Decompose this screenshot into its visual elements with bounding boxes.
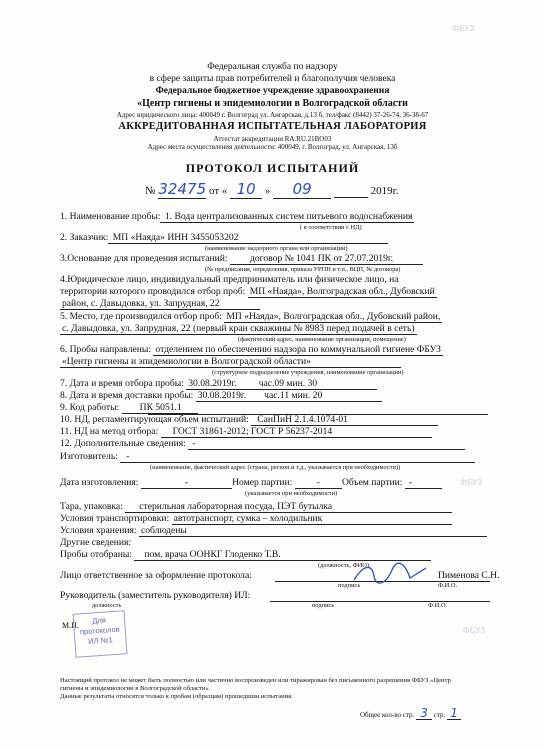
header-lab-title: АККРЕДИТОВАННАЯ ИСПЫТАТЕЛЬНАЯ ЛАБОРАТОРИЯ bbox=[118, 121, 427, 132]
field-time: час.11 мин. 20 bbox=[262, 390, 382, 402]
field-legal-entity-line2 bbox=[60, 286, 437, 297]
responsible-signature bbox=[350, 560, 430, 586]
field-customer bbox=[60, 232, 388, 243]
field-value: соблюдены bbox=[139, 525, 487, 537]
field-batch bbox=[60, 477, 442, 488]
note-head-signature: подпись bbox=[312, 602, 335, 609]
header-agency: Федеральная служба по надзору bbox=[207, 62, 338, 72]
field-value: автотранспорт, сумка – холодильник bbox=[172, 513, 453, 525]
watermark-stamp: ФБУЗ bbox=[460, 478, 483, 487]
protocol-year: 2019г. bbox=[370, 185, 399, 197]
field-sent-by bbox=[60, 344, 443, 355]
field-other bbox=[60, 537, 131, 548]
note-sample: ( в соответствии с НД) bbox=[300, 224, 362, 231]
field-manufacturer bbox=[60, 451, 475, 462]
note-head-fio: Ф.И.О. bbox=[428, 602, 448, 609]
field-label: 2. Заказчик: bbox=[60, 232, 109, 243]
field-sampling-place bbox=[60, 311, 442, 322]
note-resp-signature: подпись bbox=[338, 582, 361, 589]
field-additional bbox=[60, 438, 465, 449]
rule-head bbox=[270, 601, 490, 602]
field-sampling-place-line2 bbox=[60, 323, 417, 334]
field-value: отделением по обеспечению надзора по коммунальной гигиене ФБУЗ bbox=[155, 344, 441, 355]
note-taken-by: (должность, ФИО) bbox=[318, 562, 370, 569]
field-responsible bbox=[60, 570, 252, 581]
field-label: 10. НД, регламентирующая объем испытаний: bbox=[60, 414, 249, 425]
field-value: - bbox=[295, 477, 342, 489]
field-label: территории которого проводился отбор проб: bbox=[60, 286, 246, 297]
stamp-mp-label: М.П. bbox=[62, 621, 79, 630]
pages-label: Общее кол-во стр. bbox=[360, 711, 415, 719]
note-head-position: должность bbox=[92, 602, 122, 609]
footer-line1: Настоящий протокол не может быть полностью или частично воспроизведен или тиражирован без письменного разрешения ФБУЗ «Центр bbox=[60, 677, 451, 684]
field-label: Условия транспортировки: bbox=[60, 513, 170, 524]
field-label: Руководитель (заместитель руководителя) ИЛ: bbox=[60, 590, 251, 601]
header-institution: Федеральное бюджетное учреждение здравоохранения bbox=[155, 86, 390, 96]
field-label: Пробы отобраны: bbox=[60, 549, 132, 560]
field-label: Лицо ответственное за оформление протокола: bbox=[60, 570, 252, 581]
footer-line2: гигиены и эпидемиологии в Волгоградской области». bbox=[60, 685, 211, 692]
note-batch: (указывается при необходимости) bbox=[245, 490, 338, 497]
field-transport bbox=[60, 513, 452, 524]
field-label: 9. Код работы: bbox=[60, 402, 120, 413]
footer-line3: Данные результаты относятся только к пробам (образцам) прошедшим испытания. bbox=[60, 693, 293, 700]
protocol-number: 32475 bbox=[158, 180, 207, 198]
number-label: № bbox=[145, 185, 156, 197]
field-label: 5. Место, где производился отбор проб: bbox=[60, 311, 222, 322]
field-basis bbox=[60, 253, 423, 264]
field-legal-entity-line1: 4.Юридическое лицо, индивидуальный предприниматель или физическое лицо, на bbox=[60, 274, 399, 285]
field-taken-by bbox=[60, 549, 431, 560]
note-customer: (наименование надзорного органа или организации) bbox=[205, 245, 348, 252]
field-test-regulation bbox=[60, 414, 438, 425]
watermark-stamp: ФБУЗ bbox=[463, 626, 486, 635]
field-value: - bbox=[188, 438, 465, 450]
field-value: ПК 5051.1 bbox=[122, 402, 198, 414]
field-label: Изготовитель: bbox=[60, 451, 118, 462]
field-label: 1. Наименование пробы: bbox=[60, 211, 161, 222]
field-value: «Центр гигиены и эпидемиологии в Волгоградской области» bbox=[60, 356, 401, 368]
field-label: 11. НД на метод отбора: bbox=[60, 426, 159, 437]
stamp-line3: ИЛ №1 bbox=[87, 635, 114, 646]
field-value: с. Давыдовка, ул. Запрудная, 22 (первый кран скважины № 8983 перед подачей в сеть) bbox=[62, 323, 415, 334]
month-blank bbox=[334, 185, 368, 198]
page-title: ПРОТОКОЛ ИСПЫТАНИЙ bbox=[185, 161, 360, 175]
close-quote: » bbox=[264, 185, 271, 197]
page-label: стр. bbox=[433, 711, 446, 719]
field-sample-name bbox=[60, 211, 414, 222]
stamp-line2: протоколов bbox=[79, 624, 120, 637]
note-manufacturer: (наименование, фактический адрес (страна, регион и т.д., указывается при необходимости)) bbox=[150, 464, 401, 471]
page-current: 1 bbox=[447, 708, 461, 720]
field-value: пом. врача ООНКГ Глоденко Т.В. bbox=[134, 549, 430, 561]
field-label: 3.Основание для проведения испытаний: bbox=[60, 253, 228, 264]
field-sent-by-line2 bbox=[60, 356, 401, 367]
field-label: 7. Дата и время отбора пробы: bbox=[60, 378, 184, 389]
stamp bbox=[73, 610, 128, 658]
field-value: МП «Наяда» ИНН 3455053202 bbox=[108, 232, 388, 244]
field-value: ГОСТ 31861-2012; ГОСТ Р 56237-2014 bbox=[161, 426, 433, 438]
field-label: Другие сведения: bbox=[60, 537, 132, 548]
field-head bbox=[60, 590, 250, 601]
field-legal-entity-line3 bbox=[60, 298, 260, 309]
field-sampling-method bbox=[60, 426, 432, 437]
field-label: Условия хранения: bbox=[60, 525, 137, 536]
responsible-name: Пименова С.Н. bbox=[438, 570, 500, 581]
field-value: район, с. Давыдовка, ул. Запрудная, 22 bbox=[60, 298, 260, 310]
note-sampling-place: (фактический адрес, наименование организации, помещение) bbox=[238, 336, 406, 343]
protocol-month: 09 bbox=[273, 180, 331, 199]
field-label: Дата изготовления: bbox=[60, 477, 139, 488]
pages-total: 3 bbox=[416, 708, 432, 720]
note-resp-fio: Ф.И.О. bbox=[438, 582, 458, 589]
page-count bbox=[360, 708, 461, 721]
field-value: 1. Вода централизованных систем питьевого водоснабжения bbox=[162, 211, 413, 222]
field-value: - bbox=[120, 451, 474, 463]
field-sampling-datetime bbox=[60, 378, 377, 389]
field-label: Номер партии: bbox=[232, 477, 293, 488]
field-label: Объем партии: bbox=[341, 477, 403, 488]
protocol-number-line bbox=[145, 180, 399, 199]
field-label: Тара, упаковка: bbox=[60, 501, 123, 512]
field-delivery-datetime bbox=[60, 390, 382, 401]
field-time: час.09 мин. 30 bbox=[257, 378, 377, 390]
protocol-day: 10 bbox=[230, 180, 262, 199]
field-packaging bbox=[60, 501, 452, 512]
field-storage bbox=[60, 525, 487, 536]
stamp-line1: Для bbox=[91, 615, 107, 626]
field-value: МП «Наяда», Волгоградская обл., Дубовский bbox=[249, 286, 435, 297]
header-activity-address: Адрес места осуществления деятельности: 400049, г. Волгоград, ул. Ангарская, 13б bbox=[147, 143, 398, 151]
field-value: 30.08.2019г. bbox=[196, 390, 262, 402]
field-label: 12. Дополнительные сведения: bbox=[60, 438, 186, 449]
field-value: договор № 1041 ПК от 27.07.2019г. bbox=[230, 253, 423, 265]
header-agency-sub: в сфере защиты прав потребителей и благополучия человека bbox=[149, 74, 396, 84]
field-value: стерильная лабораторная посуда, ПЭТ бутылка bbox=[125, 501, 452, 513]
from-label: от « bbox=[209, 185, 228, 197]
field-work-code bbox=[60, 402, 198, 413]
field-label: 6. Пробы направлены: bbox=[60, 344, 151, 355]
note-sent-by: (структурное подразделение учреждения, наименование организации) bbox=[212, 369, 404, 376]
field-value: МП «Наяда», Волгоградская обл., Дубовский район, bbox=[226, 311, 441, 322]
note-basis: (№ предписания, определения, приказа УРПН и т.п., ВЦП, № договора) bbox=[205, 266, 401, 273]
header-legal-address: Адрес юридического лица: 400049 г. Волгоград ул. Ангарская, д.13 б, тел/факс (8442) 37-26-74, 36-38-67 bbox=[116, 111, 429, 119]
field-label: 8. Дата и время доставки пробы: bbox=[60, 390, 194, 401]
field-value: - bbox=[405, 477, 442, 489]
header-accreditation: Аттестат аккредитации RA.RU.21ВО03 bbox=[213, 135, 332, 143]
header-center: «Центр гигиены и эпидемиологии в Волгоградской области bbox=[137, 98, 408, 109]
field-value: - bbox=[141, 477, 232, 489]
watermark-stamp: ФБУЗ bbox=[452, 24, 475, 33]
field-value: СанПиН 2.1.4.1074-01 bbox=[251, 414, 438, 426]
field-value: 30.08.2019г. bbox=[186, 378, 256, 390]
